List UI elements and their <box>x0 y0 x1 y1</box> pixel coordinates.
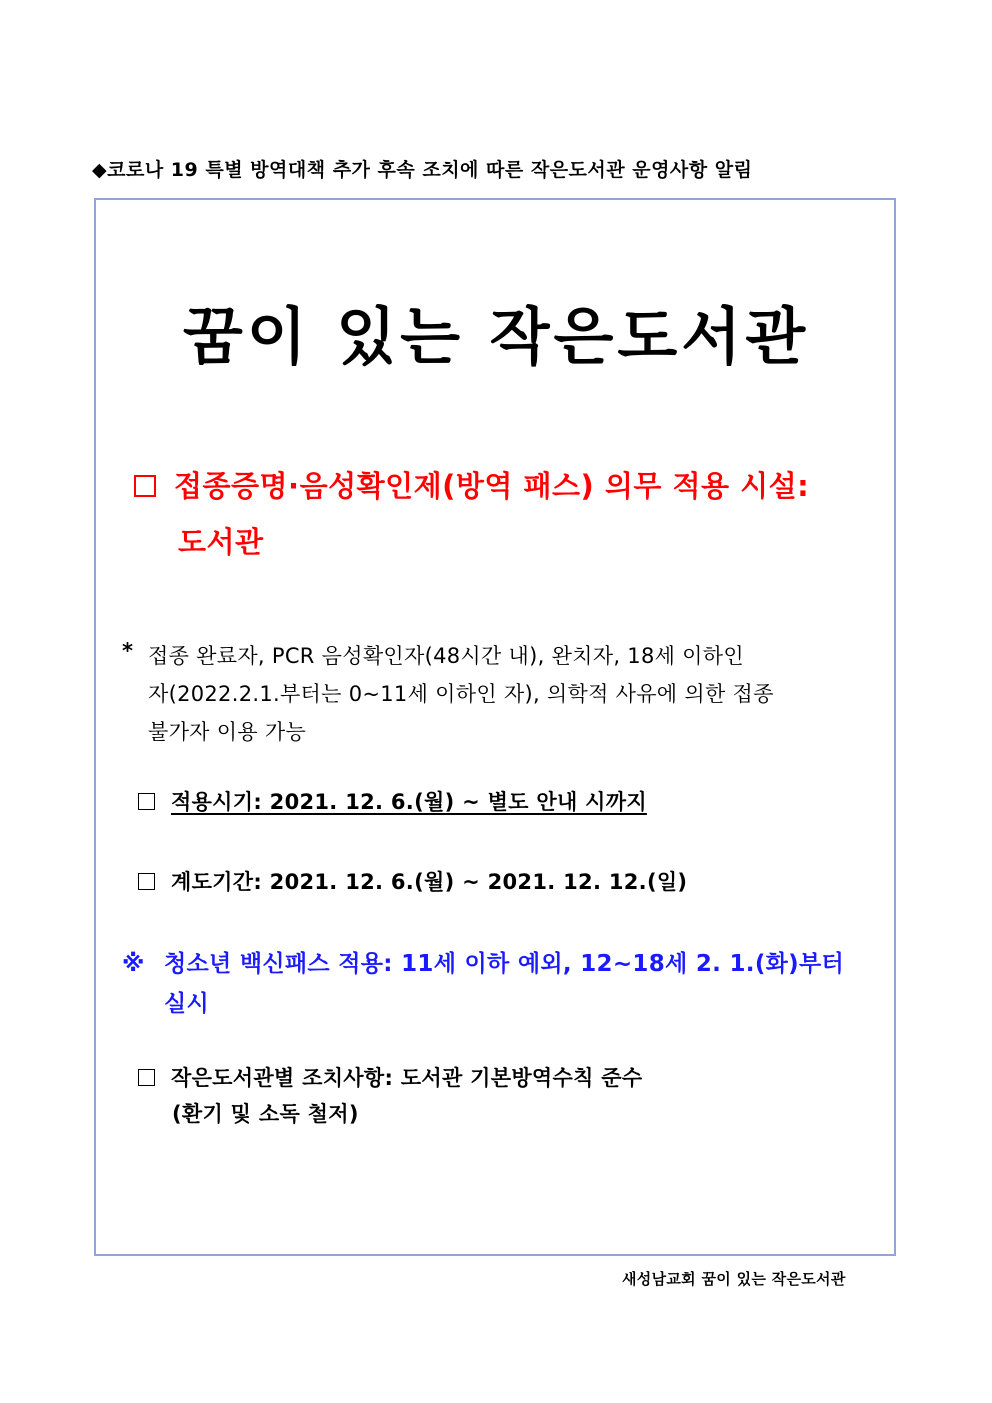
exemption-note <box>122 632 842 751</box>
notice-header: ◆코로나 19 특별 방역대책 추가 후속 조치에 따른 작은도서관 운영사항 알림 <box>92 159 753 181</box>
checkbox-square-icon <box>134 475 156 497</box>
checkbox-square-icon <box>138 873 155 890</box>
guidance-period-text: 계도기간: 2021. 12. 6.(월) ~ 2021. 12. 12.(일) <box>171 870 688 894</box>
exemption-line-3: 불가자 이용 가능 <box>148 720 307 744</box>
asterisk-mark: * <box>122 639 134 663</box>
vaccine-pass-line-2: 도서관 <box>178 525 264 559</box>
measures-line-2: (환기 및 소독 철저) <box>172 1102 359 1126</box>
exemption-line-2: 자(2022.2.1.부터는 0~11세 이하인 자), 의학적 사유에 의한 접종 <box>148 682 774 706</box>
measures-line-1: 작은도서관별 조치사항: 도서관 기본방역수칙 준수 <box>171 1066 643 1090</box>
youth-vaccine-pass-note <box>122 944 872 1024</box>
vaccine-pass-line-1: 접종증명·음성확인제(방역 패스) 의무 적용 시설: <box>174 469 810 503</box>
vaccine-pass-notice <box>134 458 854 570</box>
guidance-period-item <box>138 866 687 896</box>
reference-mark: ※ <box>122 951 145 977</box>
footer-signature: 새성남교회 꿈이 있는 작은도서관 <box>622 1270 846 1288</box>
apply-period-item <box>138 786 647 816</box>
exemption-line-1: 접종 완료자, PCR 음성확인자(48시간 내), 완치자, 18세 이하인 <box>148 644 744 668</box>
youth-note-line-1: 청소년 백신패스 적용: 11세 이하 예외, 12~18세 2. 1.(화)부터 <box>164 951 845 977</box>
apply-period-text: 적용시기: 2021. 12. 6.(월) ~ 별도 안내 시까지 <box>171 790 647 814</box>
youth-note-line-2: 실시 <box>164 991 210 1017</box>
page-title: 꿈이 있는 작은도서관 <box>182 300 810 373</box>
checkbox-square-icon <box>138 793 155 810</box>
library-measures-item <box>138 1060 642 1132</box>
checkbox-square-icon <box>138 1069 155 1086</box>
